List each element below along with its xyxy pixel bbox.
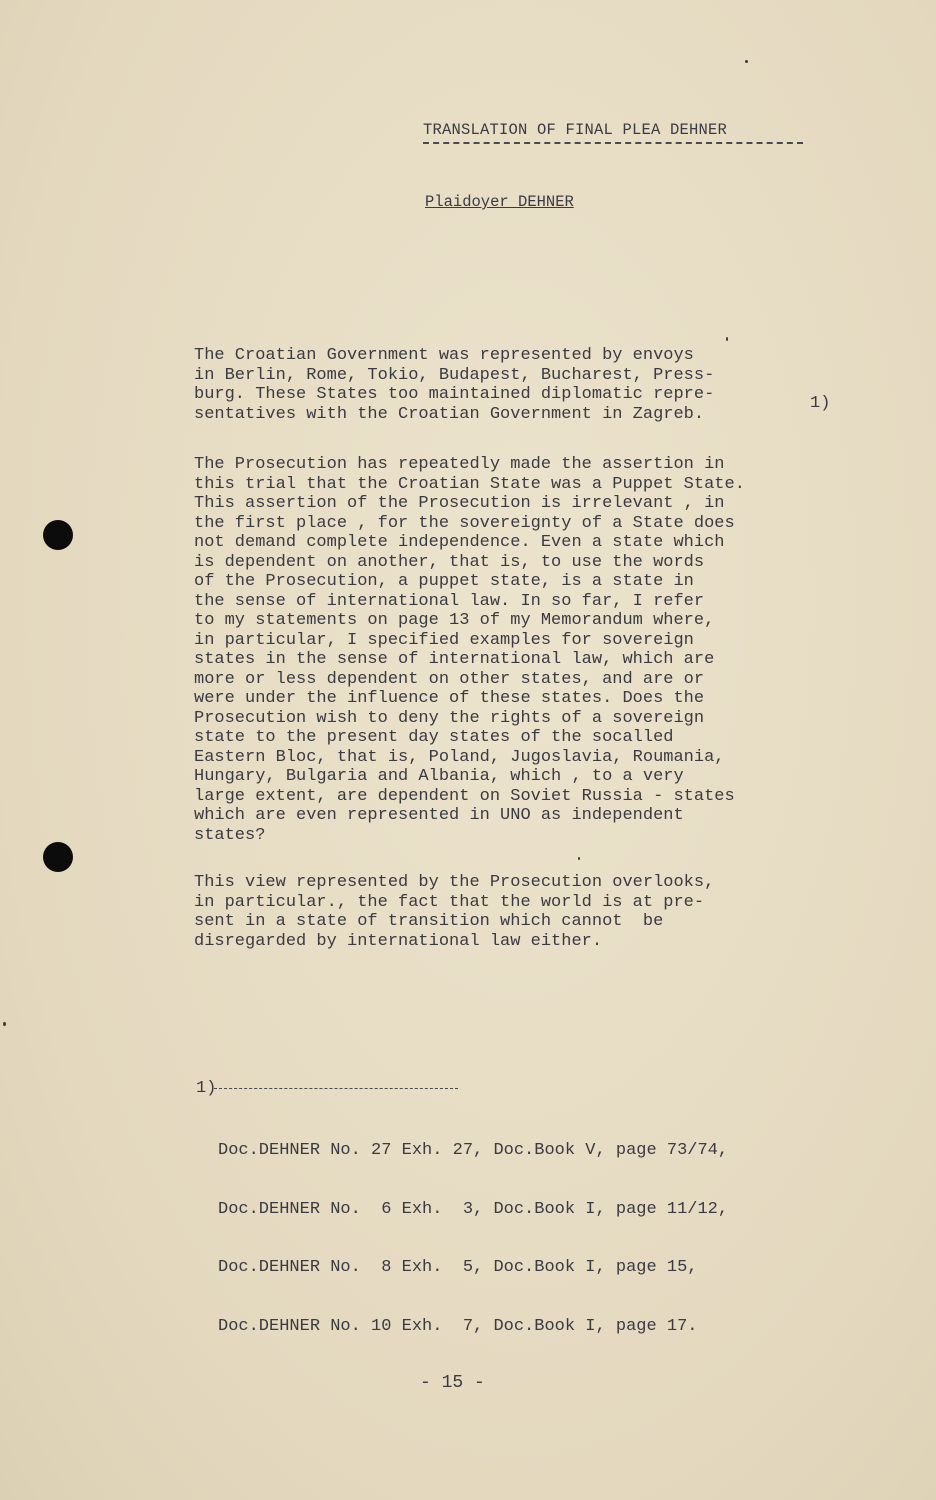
footnote-entry: Doc.DEHNER No. 27 Exh. 27, Doc.Book V, page 73/74, <box>218 1141 729 1160</box>
footnote-label: 1) <box>196 1079 217 1098</box>
footnote-entry: Doc.DEHNER No. 6 Exh. 3, Doc.Book I, page 11/12, <box>218 1199 729 1219</box>
footnote-list <box>218 1102 728 1375</box>
paper-speck <box>3 1022 6 1026</box>
document-subtitle: Plaidoyer DEHNER <box>425 193 574 211</box>
title-underline <box>423 142 803 144</box>
footnote-entry: Doc.DEHNER No. 10 Exh. 7, Doc.Book I, page 17. <box>218 1316 698 1336</box>
paragraph-transition: This view represented by the Prosecution overlooks, in particular., the fact that the world is at pre- sent in a state of transition which cannot be disregarded by international law either. <box>194 873 715 951</box>
document-title: TRANSLATION OF FINAL PLEA DEHNER <box>423 121 728 139</box>
footnote-reference: 1) <box>810 394 831 413</box>
punch-hole-bottom <box>43 842 73 872</box>
paper-speck <box>578 857 580 860</box>
paragraph-envoys: The Croatian Government was represented by envoys in Berlin, Rome, Tokio, Budapest, Bucharest, Press- burg. These States too maintained diplomatic repre- sentatives with the Croatian Government in Zagreb. <box>194 346 715 424</box>
page-number: - 15 - <box>420 1373 485 1393</box>
punch-hole-top <box>43 520 73 550</box>
footnote-separator <box>214 1088 458 1089</box>
paper-speck <box>745 60 748 63</box>
paper-speck <box>726 337 728 341</box>
footnote-entry: Doc.DEHNER No. 8 Exh. 5, Doc.Book I, page 15, <box>218 1258 698 1277</box>
paragraph-puppet-state: The Prosecution has repeatedly made the assertion in this trial that the Croatian State was a Puppet State. This assertion of the Prosecution is irrelevant , in the first place , for the sovereignty of a State does not demand complete independence. Even a state which is dependent on another, that is, to use the words of the Prosecution, a puppet state, is a state in the sense of international law. In so far, I refer to my statements on page 13 of my Memorandum where, in particular, I specified examples for sovereign states in the sense of international law, which are more or less dependent on other states, and are or were under the influence of these states. Does the Prosecution wish to deny the rights of a sovereign state to the present day states of the socalled Eastern Bloc, that is, Poland, Jugoslavia, Roumania, Hungary, Bulgaria and Albania, which , to a very large extent, are dependent on Soviet Russia - states which are even represented in UNO as independent states? <box>194 455 745 845</box>
